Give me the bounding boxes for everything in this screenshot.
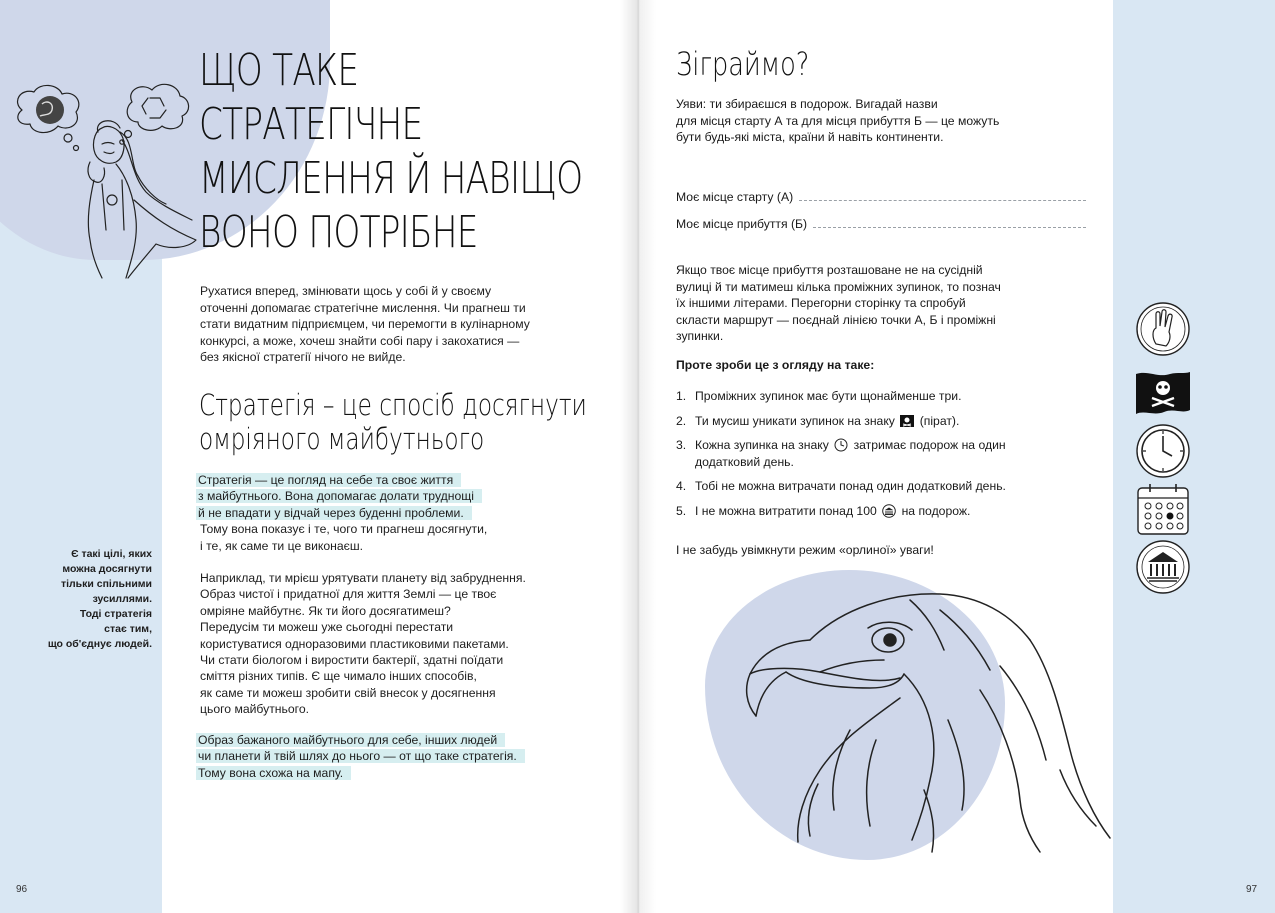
bank-icon bbox=[882, 504, 896, 518]
item-number: 3. bbox=[676, 438, 687, 452]
clock-icon bbox=[834, 438, 848, 452]
text-line: бути будь-які міста, країни й навіть континенти. bbox=[676, 130, 944, 144]
clock-icon bbox=[1134, 422, 1192, 480]
item-text: Ти мусиш уникати зупинок на знаку bbox=[695, 413, 895, 428]
list-item bbox=[676, 388, 1096, 405]
heading-line: Стратегія – це спосіб досягнути bbox=[199, 388, 587, 422]
page-number-left: 96 bbox=[16, 884, 28, 895]
text-line: без якісної стратегії нічого не вийде. bbox=[200, 350, 406, 365]
heading-line: омріяного майбутнього bbox=[199, 422, 485, 456]
item-number: 5. bbox=[676, 503, 687, 518]
text-line: вулиці й ти матимеш кілька проміжних зупинок, то познач bbox=[676, 279, 1001, 294]
note-line: що об'єднує людей. bbox=[47, 638, 152, 650]
text-line: Чи стати біологом і виростити бактерії, здатні поїдати bbox=[200, 653, 504, 668]
item-number: 4. bbox=[676, 479, 687, 493]
intro-paragraph bbox=[200, 283, 600, 366]
text-line: для місця старту А та для місця прибуття Б — це можуть bbox=[676, 113, 1000, 128]
text-line: зупинки. bbox=[676, 329, 724, 343]
end-place-label: Моє місце прибуття (Б) bbox=[676, 217, 808, 231]
exercise-title: Зіграймо? bbox=[676, 45, 810, 83]
text-line: Передусім ти можеш уже сьогодні перестати bbox=[200, 620, 454, 635]
note-line: можна досягнути bbox=[62, 563, 152, 575]
item-text: Проміжних зупинок має бути щонайменше три. bbox=[695, 389, 962, 403]
text-line: Образ чистої і придатної для життя Землі — це твоє bbox=[200, 587, 497, 602]
item-text: Кожна зупинка на знаку bbox=[695, 438, 829, 452]
text-line: як саме ти можеш зробити свій внесок у досягнення bbox=[200, 685, 496, 700]
note-line: зусиллями. bbox=[92, 593, 152, 605]
text-line: Якщо твоє місце прибуття розташоване не на сусідній bbox=[676, 263, 983, 277]
rules-list bbox=[676, 388, 1096, 527]
text-line: омріяне майбутнє. Як ти його досягатимеш? bbox=[200, 603, 451, 618]
item-text: на подорож. bbox=[901, 503, 971, 518]
closing-note: І не забудь увімкнути режим «орлиної» уваги! bbox=[676, 543, 934, 557]
text-line: конкурсі, а може, хочеш знайти собі пару і закохатися — bbox=[200, 333, 520, 348]
item-number: 1. bbox=[676, 389, 687, 403]
text-line: Тому вона показує і те, чого ти прагнеш досягнути, bbox=[200, 522, 488, 537]
bank-icon bbox=[1134, 538, 1192, 596]
text-line: стати видатним підприємцем, чи перемогти в кулінарному bbox=[200, 317, 530, 332]
highlighted-text: Тому вона схожа на мапу. bbox=[196, 766, 351, 780]
text-line: Уяви: ти збираєшся в подорож. Вигадай назви bbox=[676, 97, 938, 111]
note-line: тільки спільними bbox=[60, 578, 152, 590]
hand-sign-icon bbox=[1134, 300, 1192, 358]
title-line: СТРАТЕГІЧНЕ bbox=[199, 99, 423, 150]
highlighted-text: Образ бажаного майбутнього для себе, інших людей bbox=[196, 733, 505, 747]
summary-paragraph bbox=[200, 732, 610, 781]
page-number-right: 97 bbox=[1246, 884, 1258, 895]
highlighted-text: Стратегія — це погляд на себе та своє життя bbox=[196, 473, 461, 487]
list-item bbox=[676, 503, 1096, 520]
pirate-flag-icon bbox=[1134, 366, 1192, 424]
margin-note bbox=[20, 547, 152, 652]
text-line: скласти маршрут — поєднай лінією точки А, Б і проміжні bbox=[676, 312, 996, 327]
pirate-flag-icon bbox=[900, 414, 914, 428]
item-text: Тобі не можна витрачати понад один додатковий день. bbox=[695, 479, 1006, 493]
title-line: ЩО ТАКЕ bbox=[199, 45, 359, 96]
item-number: 2. bbox=[676, 413, 687, 428]
list-item bbox=[676, 437, 1096, 470]
list-item bbox=[676, 478, 1096, 495]
start-place-blank[interactable] bbox=[799, 200, 1086, 201]
item-text: І не можна витратити понад 100 bbox=[695, 503, 877, 518]
text-line: оточенні допомагає стратегічне мислення. Чи прагнеш ти bbox=[200, 300, 526, 315]
item-text: додатковий день. bbox=[695, 454, 794, 469]
note-line: стає тим, bbox=[104, 623, 152, 635]
section-heading bbox=[199, 388, 587, 456]
end-place-field[interactable] bbox=[676, 217, 1086, 231]
title-line: МИСЛЕННЯ Й НАВІЩО bbox=[199, 153, 583, 204]
note-line: Тоді стратегія bbox=[79, 608, 152, 620]
example-paragraph bbox=[200, 570, 610, 718]
eagle-illustration bbox=[700, 570, 1120, 870]
text-line: Рухатися вперед, змінювати щось у собі й у своєму bbox=[200, 284, 492, 298]
list-item bbox=[676, 413, 1096, 430]
text-line: цього майбутнього. bbox=[200, 702, 310, 717]
route-instructions bbox=[676, 262, 1086, 345]
highlighted-text: з майбутнього. Вона допомагає долати труднощі bbox=[196, 489, 482, 503]
note-line: Є такі цілі, яких bbox=[71, 548, 152, 560]
text-line: Наприклад, ти мрієш урятувати планету від забруднення. bbox=[200, 571, 526, 585]
strategy-definition-paragraph bbox=[200, 472, 610, 554]
rules-heading: Проте зроби це з огляду на таке: bbox=[676, 358, 875, 372]
text-line: і те, як саме ти це виконаєш. bbox=[200, 538, 364, 553]
text-line: користуватися одноразовими пластиковими пакетами. bbox=[200, 636, 509, 651]
text-line: сміття різних типів. Є ще чимало інших способів, bbox=[200, 669, 477, 684]
item-text: (пірат). bbox=[919, 413, 960, 428]
calendar-icon bbox=[1134, 480, 1192, 538]
item-text: затримає подорож на один bbox=[853, 438, 1006, 452]
end-place-blank[interactable] bbox=[813, 227, 1086, 228]
book-gutter bbox=[620, 0, 656, 913]
highlighted-text: чи планети й твій шлях до нього — от що таке стратегія. bbox=[196, 749, 525, 763]
text-line: їх іншими літерами. Перегорни сторінку та спробуй bbox=[676, 296, 966, 310]
exercise-intro bbox=[676, 96, 1076, 146]
page-title bbox=[199, 44, 583, 260]
highlighted-text: й не впадати у відчай через буденні проблеми. bbox=[196, 506, 472, 520]
start-place-field[interactable] bbox=[676, 190, 1086, 204]
title-line: ВОНО ПОТРІБНЕ bbox=[199, 207, 478, 258]
start-place-label: Моє місце старту (А) bbox=[676, 190, 794, 204]
thinking-girl-illustration bbox=[10, 80, 210, 280]
